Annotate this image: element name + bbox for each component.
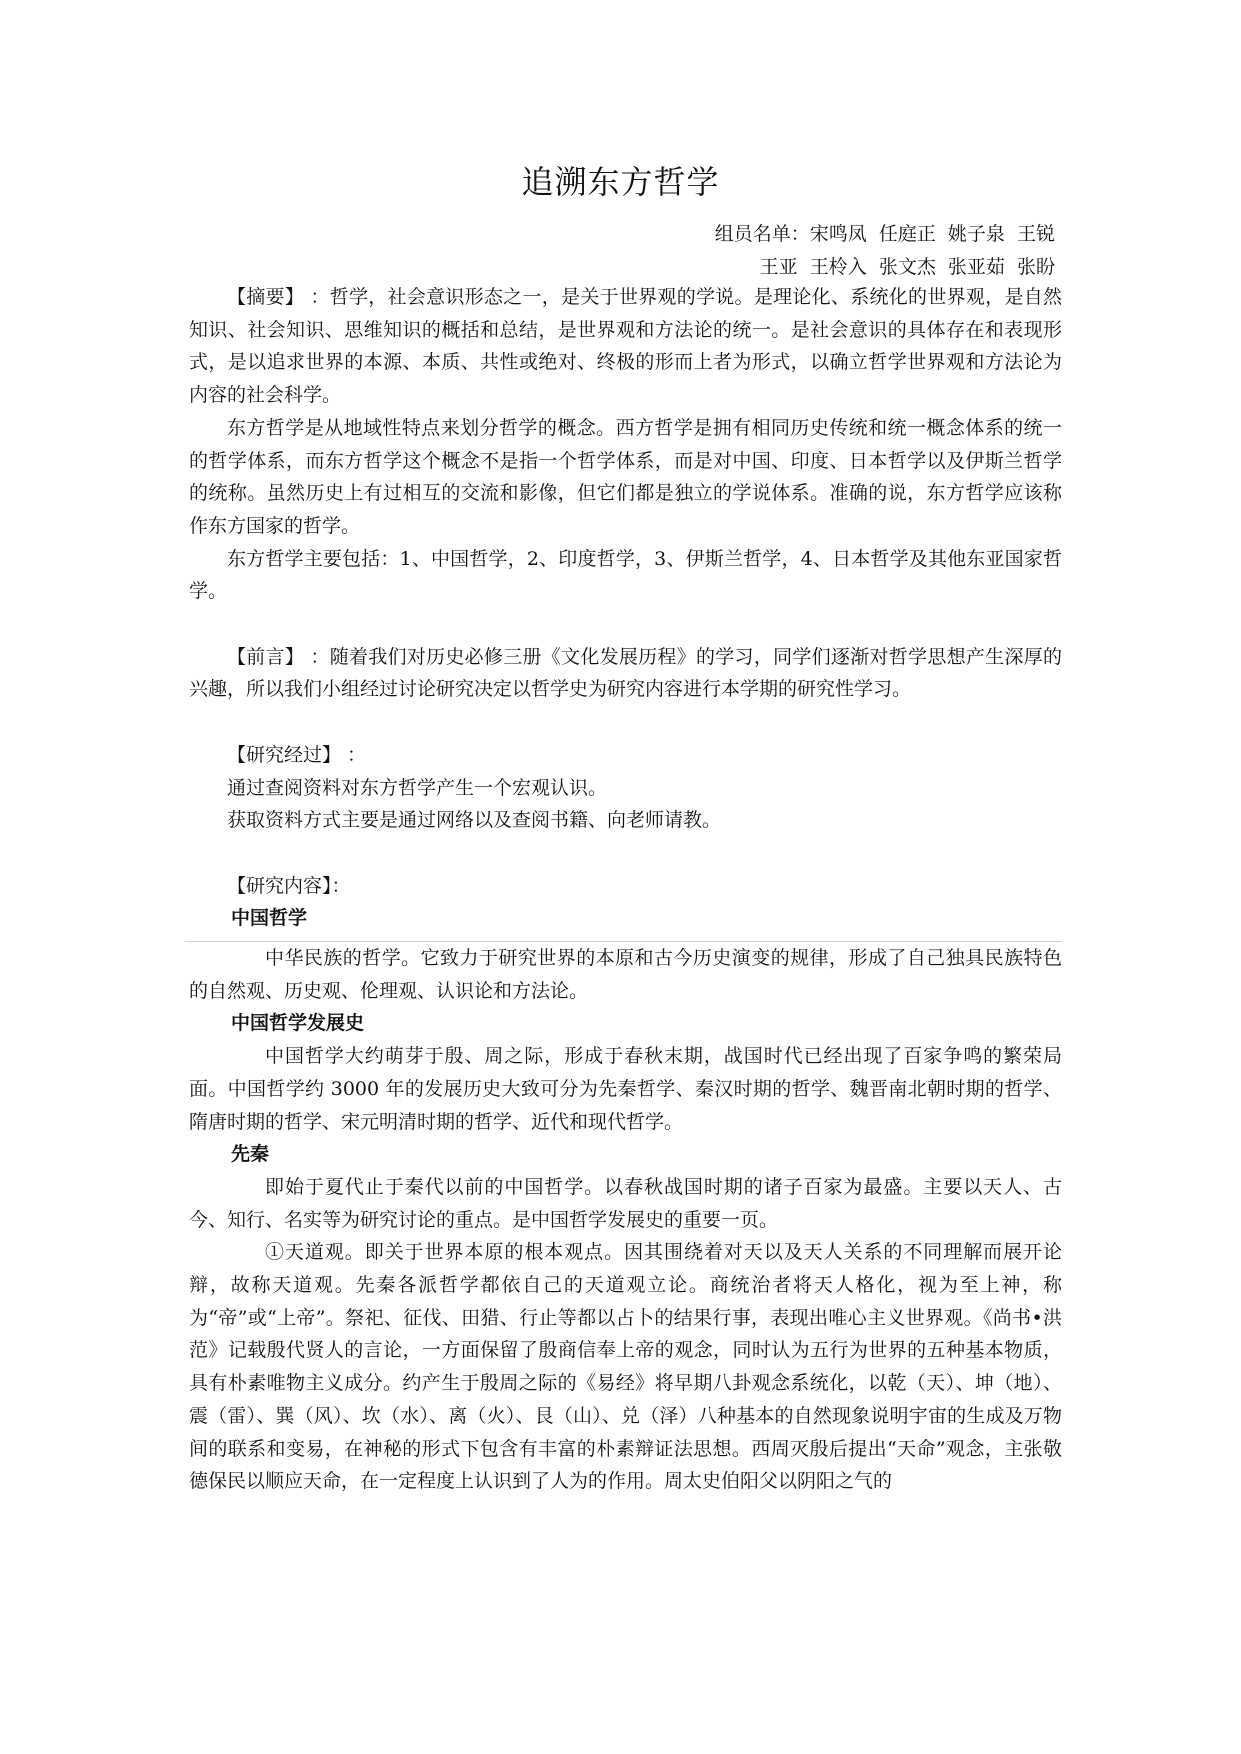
member-list-line-1: 组员名单：宋鸣凤 任庭正 姚子泉 王锐 xyxy=(714,223,1055,245)
process-line: 通过查阅资料对东方哲学产生一个宏观认识。 xyxy=(227,776,608,799)
section-heading-history: 中国哲学发展史 xyxy=(231,1012,365,1035)
abstract-paragraph: 东方哲学是从地域性特点来划分哲学的概念。西方哲学是拥有相同历史传统和统一概念体系的统一的哲学体系，而东方哲学这个概念不是指一个哲学体系，而是对中国、印度、日本哲学以及伊斯兰哲学的统称。虽然历史上有过相互的交流和影像，但它们都是独立的学说体系。准确的说，东方哲学应该称作东方国家的哲学。 xyxy=(189,416,1062,537)
process-line: 获取资料方式主要是通过网络以及查阅书籍、向老师请教。 xyxy=(227,809,722,832)
content-paragraph: 即始于夏代止于秦代以前的中国哲学。以春秋战国时期的诸子百家为最盛。主要以天人、古今、知行、名实等为研究讨论的重点。是中国哲学发展史的重要一页。 xyxy=(189,1175,1062,1231)
spacer xyxy=(189,706,1062,739)
content-paragraph: 中华民族的哲学。它致力于研究世界的本原和古今历史演变的规律，形成了自己独具民族特色的自然观、历史观、伦理观、认识论和方法论。 xyxy=(189,947,1062,1002)
process-heading: 【研究经过】 ： xyxy=(227,743,367,766)
member-list xyxy=(715,218,1055,284)
spacer xyxy=(189,837,1062,870)
content-heading: 【研究内容】： xyxy=(227,874,351,897)
spacer xyxy=(189,608,1062,641)
document-body xyxy=(189,281,1062,1498)
preface-paragraph: 【前言】 ：随着我们对历史必修三册《文化发展历程》的学习，同学们逐渐对哲学思想产生深厚的兴趣，所以我们小组经过讨论研究决定以哲学史为研究内容进行本学期的研究性学习。 xyxy=(189,645,1062,701)
abstract-paragraph: 东方哲学主要包括：1、中国哲学，2、印度哲学，3、伊斯兰哲学，4、日本哲学及其他东亚国家哲学。 xyxy=(189,547,1062,603)
document-title: 追溯东方哲学 xyxy=(521,163,720,201)
member-list-line-2: 王亚 王柃入 张文杰 张亚茹 张盼 xyxy=(759,256,1055,278)
content-paragraph: 中国哲学大约萌芽于殷、周之际，形成于春秋末期，战国时代已经出现了百家争鸣的繁荣局面。中国哲学约 3000 年的发展历史大致可分为先秦哲学、秦汉时期的哲学、魏晋南北朝时期的哲学、隋唐时期的哲学、宋元明清时期的哲学、近代和现代哲学。 xyxy=(189,1045,1062,1133)
content-paragraph: ①天道观。即关于世界本原的根本观点。因其围绕着对天以及天人关系的不同理解而展开论辩，故称天道观。先秦各派哲学都依自己的天道观立论。商统治者将天人格化，视为至上神，称为“帝”或“上帝”。祭祀、征伐、田猎、行止等都以占卜的结果行事，表现出唯心主义世界观。《尚书•洪范》记载殷代贤人的言论，一方面保留了殷商信奉上帝的观念，同时认为五行为世界的五种基本物质，具有朴素唯物主义成分。约产生于殷周之际的《易经》将早期八卦观念系统化，以乾（天）、坤（地）、震（雷）、巽（风）、坎（水）、离（火）、艮（山）、兑（泽）八种基本的自然现象说明宇宙的生成及万物间的联系和变易，在神秘的形式下包含有丰富的朴素辩证法思想。西周灭殷后提出“天命”观念，主张敬德保民以顺应天命，在一定程度上认识到了人为的作用。周太史伯阳父以阴阳之气的 xyxy=(189,1241,1062,1493)
section-heading-china: 中国哲学 xyxy=(231,907,308,930)
section-heading-pre-qin: 先秦 xyxy=(231,1143,270,1166)
abstract-paragraph: 【摘要】 ：哲学，社会意识形态之一，是关于世界观的学说。是理论化、系统化的世界观，是自然知识、社会知识、思维知识的概括和总结，是世界观和方法论的统一。是社会意识的具体存在和表现形式，是以追求世界的本源、本质、共性或绝对、终极的形而上者为形式，以确立哲学世界观和方法论为内容的社会科学。 xyxy=(189,286,1062,407)
